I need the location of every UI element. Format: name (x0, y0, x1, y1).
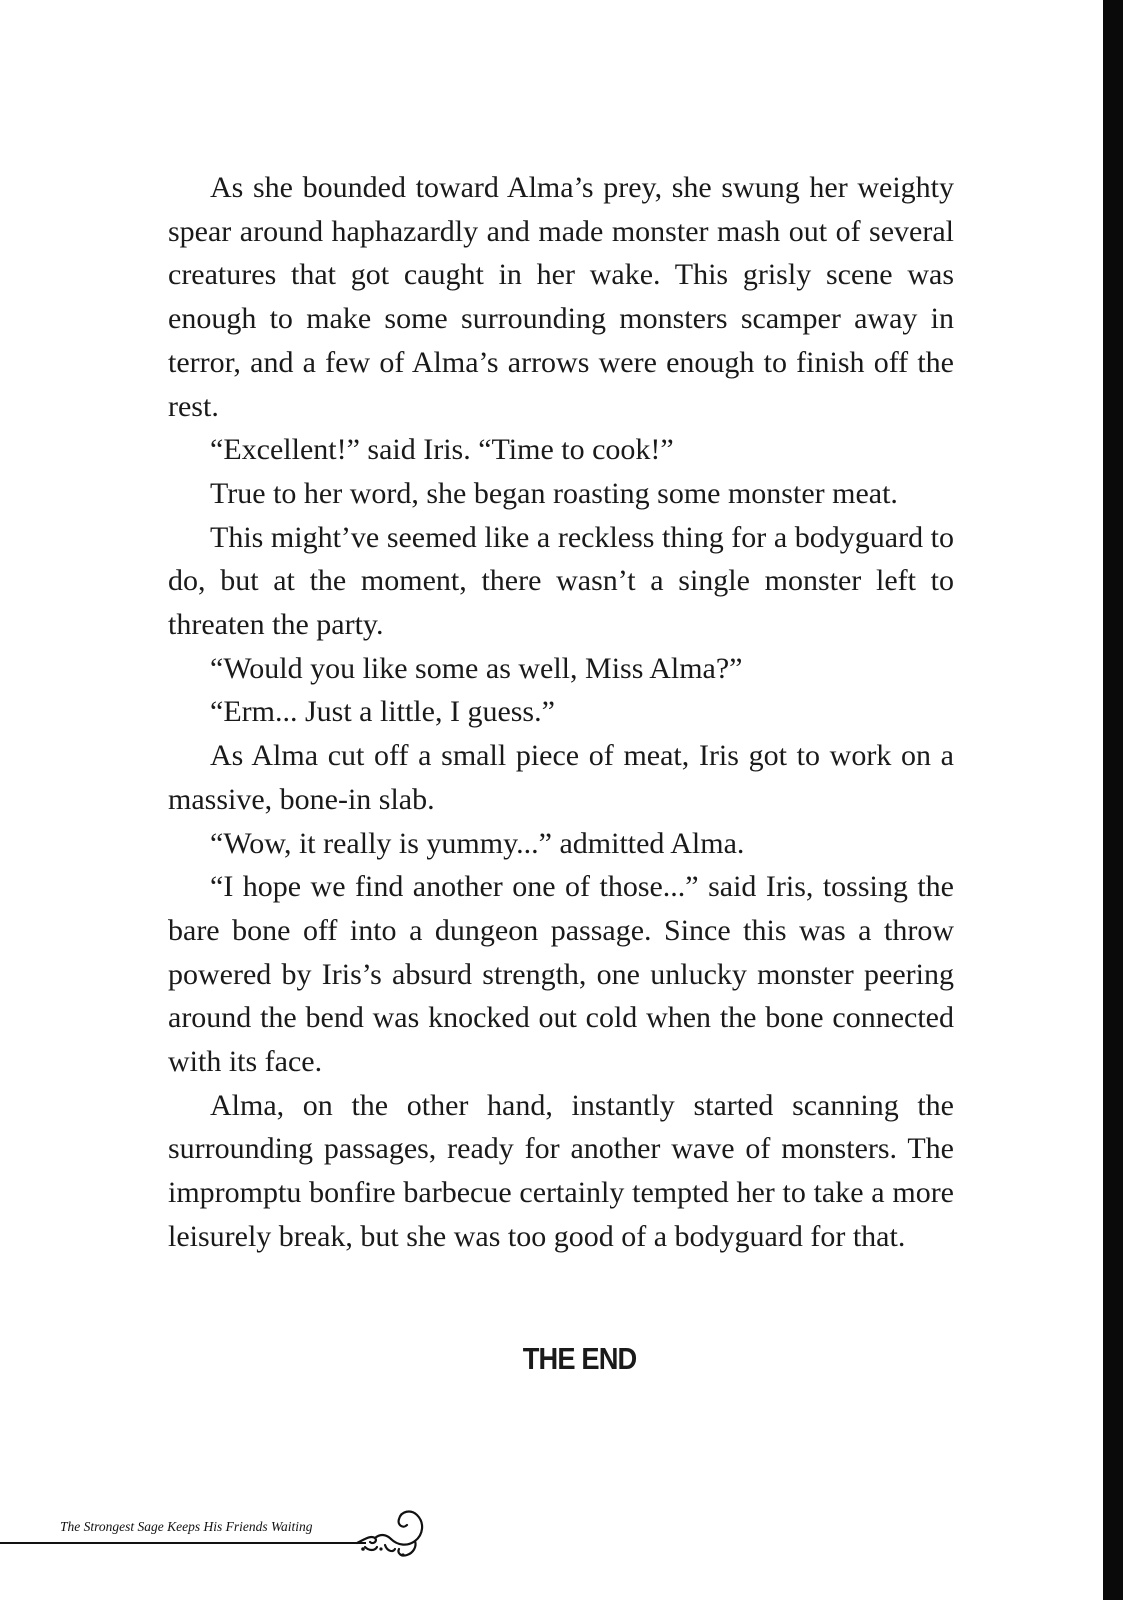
footer-rule (0, 1542, 366, 1544)
paragraph: “I hope we find another one of those...” said Iris, tossing the bare bone off into a dungeon passage. Since this was a throw powered by Iris’s absurd strength, one unlucky monster peering around the bend was knocked out cold when the bone connected with its face. (168, 870, 954, 1079)
paragraph: “Erm... Just a little, I guess.” (210, 695, 555, 729)
paragraph: “Would you like some as well, Miss Alma?” (210, 651, 743, 685)
paragraph: As she bounded toward Alma’s prey, she swung her weighty spear around haphazardly and made monster mash out of several creatures that got caught in her wake. This grisly scene was enough to make some surrounding monsters scamper away in terror, and a few of Alma’s arrows were enough to finish off the rest. (168, 171, 954, 423)
paragraph: “Excellent!” said Iris. “Time to cook!” (210, 433, 674, 467)
the-end-heading: THE END (522, 1341, 637, 1376)
paragraph: Alma, on the other hand, instantly started scanning the surrounding passages, ready for another wave of monsters. The impromptu bonfire barbecue certainly tempted her to take a more leisurely break, but she was too good of a bodyguard for that. (168, 1088, 954, 1253)
chapter-body (168, 166, 954, 1259)
page-footer (0, 1505, 440, 1565)
page-edge-bar (1103, 0, 1123, 1600)
paragraph: True to her word, she began roasting some monster meat. (210, 476, 898, 510)
paragraph: As Alma cut off a small piece of meat, Iris got to work on a massive, bone-in slab. (168, 739, 954, 816)
paragraph: “Wow, it really is yummy...” admitted Alma. (210, 826, 745, 860)
paragraph: This might’ve seemed like a reckless thing for a bodyguard to do, but at the moment, there wasn’t a single monster left to threaten the party. (168, 520, 954, 642)
flourish-ornament-icon (355, 1505, 435, 1561)
footer-book-title: The Strongest Sage Keeps His Friends Waiting (60, 1519, 313, 1534)
